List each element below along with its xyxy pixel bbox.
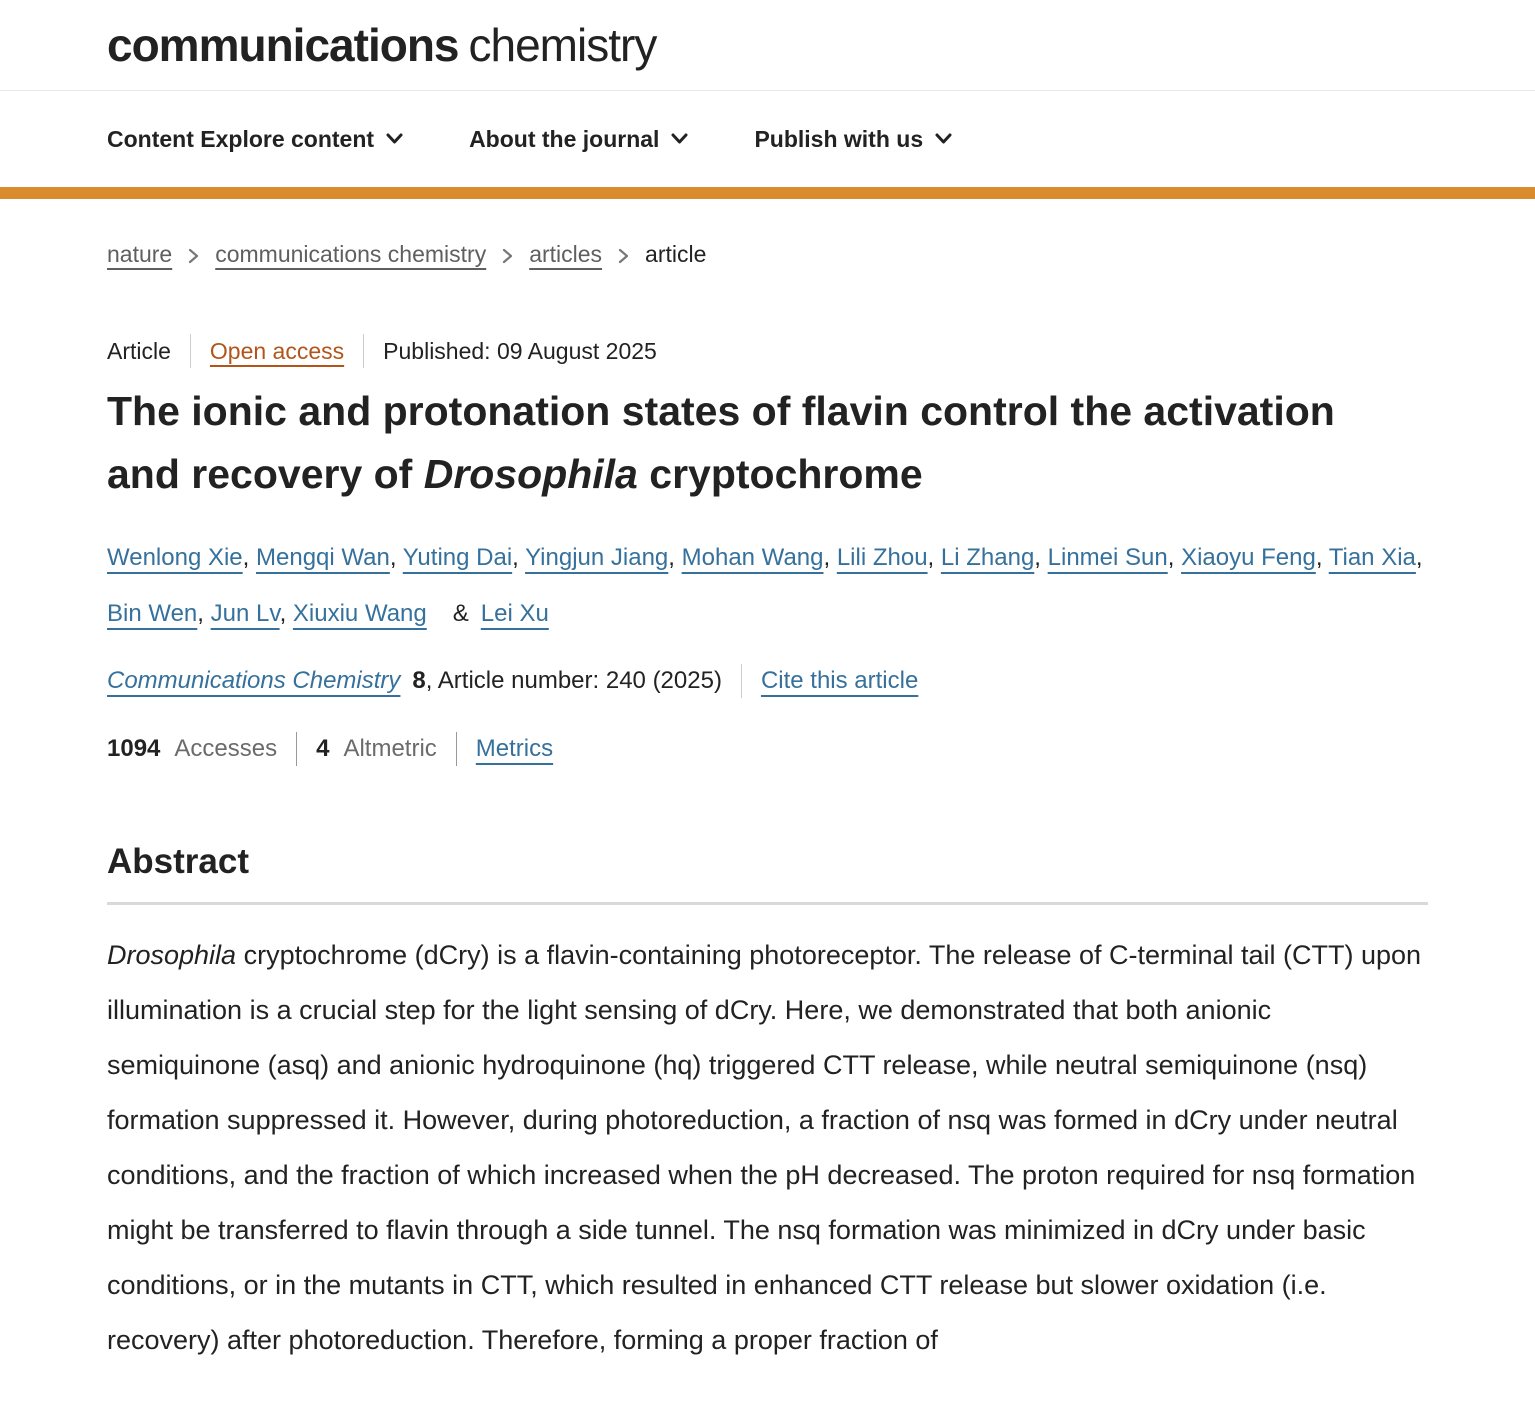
site-header: [0, 0, 1535, 91]
chevron-right-icon: [618, 246, 629, 264]
author-separator: ,: [279, 600, 293, 627]
author-link[interactable]: Xiuxiu Wang: [292, 600, 427, 627]
cite-this-article-link[interactable]: Cite this article: [760, 667, 919, 694]
journal-volume: 8: [412, 667, 426, 694]
page-title: [107, 380, 1397, 506]
authors-ampersand: &: [452, 600, 469, 627]
divider: [296, 732, 297, 766]
author-separator: ,: [197, 600, 211, 627]
author-link[interactable]: Jun Lv: [210, 600, 280, 627]
metrics-row: [107, 732, 1428, 766]
chevron-down-icon: [671, 133, 688, 145]
accesses-label: Accesses: [174, 735, 278, 762]
chevron-down-icon: [386, 133, 403, 145]
metrics-link[interactable]: Metrics: [475, 735, 554, 762]
author-separator: ,: [1034, 544, 1048, 571]
brand-accent-bar: [0, 187, 1535, 199]
author-separator: ,: [927, 544, 941, 571]
nav-item-about-the-journal[interactable]: [469, 126, 688, 153]
citation-line: [107, 664, 1428, 698]
journal-link[interactable]: Communications Chemistry: [107, 667, 401, 694]
author-link[interactable]: Xiaoyu Feng: [1181, 544, 1316, 571]
divider: [456, 732, 457, 766]
title-text: The ionic and protonation states of flavin control the activation and recovery of: [107, 388, 1335, 497]
chevron-right-icon: [188, 246, 199, 264]
divider: [190, 334, 191, 368]
breadcrumb-link-nature[interactable]: nature: [107, 241, 173, 267]
main-nav: [0, 91, 1535, 187]
journal-logo[interactable]: [107, 18, 656, 72]
divider: [363, 334, 364, 368]
author-link[interactable]: Linmei Sun: [1047, 544, 1168, 571]
journal-logo-light: chemistry: [468, 19, 657, 71]
abstract-divider: [107, 902, 1428, 905]
author-link[interactable]: Yuting Dai: [402, 544, 513, 571]
author-link[interactable]: Lei Xu: [480, 600, 549, 627]
breadcrumb: [107, 241, 1428, 268]
nav-item-publish-with-us[interactable]: [754, 126, 952, 153]
abstract-body-text: cryptochrome (dCry) is a flavin-containing photoreceptor. The release of C-terminal tail (CTT) upon illumination is a crucial step for the light sensing of dCry. Here, we demonstrated that both anionic semiquinone (asq) and anionic hydroquinone (hq) triggered CTT release, while neutral semiquinone (nsq) formation suppressed it. However, during photoreduction, a fraction of nsq was formed in dCry under neutral conditions, and the fraction of which increased when the pH decreased. The proton required for nsq formation might be transferred to flavin through a side tunnel. The nsq formation was minimized in dCry under basic conditions, or in the mutants in CTT, which resulted in enhanced CTT release but slower oxidation (i.e. recovery) after photoreduction. Therefore, forming a proper fraction of: [107, 940, 1422, 1355]
author-separator: ,: [668, 544, 682, 571]
author-link[interactable]: Li Zhang: [940, 544, 1035, 571]
nav-item-label: About the journal: [469, 125, 660, 152]
nav-item-explore-content[interactable]: [107, 126, 403, 153]
author-link[interactable]: Yingjun Jiang: [525, 544, 669, 571]
accesses-count: 1094: [107, 735, 161, 762]
author-link[interactable]: Bin Wen: [107, 600, 198, 627]
published-date: Published: 09 August 2025: [383, 337, 657, 364]
chevron-down-icon: [935, 133, 952, 145]
author-separator: ,: [242, 544, 256, 571]
abstract-heading: Abstract: [107, 842, 249, 881]
article-number: , Article number: 240 (2025): [425, 667, 722, 694]
open-access-link[interactable]: Open access: [209, 337, 345, 364]
abstract-paragraph: [107, 928, 1428, 1368]
breadcrumb-link-articles[interactable]: articles: [529, 241, 603, 267]
author-separator: ,: [823, 544, 837, 571]
author-link[interactable]: Lili Zhou: [836, 544, 928, 571]
author-link[interactable]: Wenlong Xie: [107, 544, 243, 571]
author-link[interactable]: Mengqi Wan: [256, 544, 390, 571]
author-link[interactable]: Mohan Wang: [681, 544, 824, 571]
breadcrumb-link-communications-chemistry[interactable]: communications chemistry: [215, 241, 487, 267]
journal-logo-bold: communications: [107, 19, 459, 71]
divider: [741, 664, 742, 698]
article-meta-row: [107, 334, 1428, 368]
author-separator: ,: [1415, 544, 1423, 571]
author-separator: ,: [1167, 544, 1182, 571]
abstract-lead-italic: Drosophila: [107, 940, 237, 970]
author-separator: ,: [389, 544, 403, 571]
article-page: [0, 241, 1535, 1368]
title-italic-text: Drosophila: [423, 451, 638, 497]
altmetric-count: 4: [316, 735, 330, 762]
breadcrumb-current: article: [645, 241, 707, 267]
altmetric-label: Altmetric: [343, 735, 437, 762]
author-list: [107, 530, 1428, 642]
nav-item-label: Publish with us: [754, 125, 924, 152]
author-separator: ,: [1315, 544, 1329, 571]
author-link[interactable]: Tian Xia: [1328, 544, 1416, 571]
nav-item-label: Content Explore content: [107, 125, 375, 152]
chevron-right-icon: [502, 246, 513, 264]
title-text: cryptochrome: [637, 451, 923, 497]
author-separator: ,: [512, 544, 526, 571]
article-type-label: Article: [107, 337, 171, 364]
